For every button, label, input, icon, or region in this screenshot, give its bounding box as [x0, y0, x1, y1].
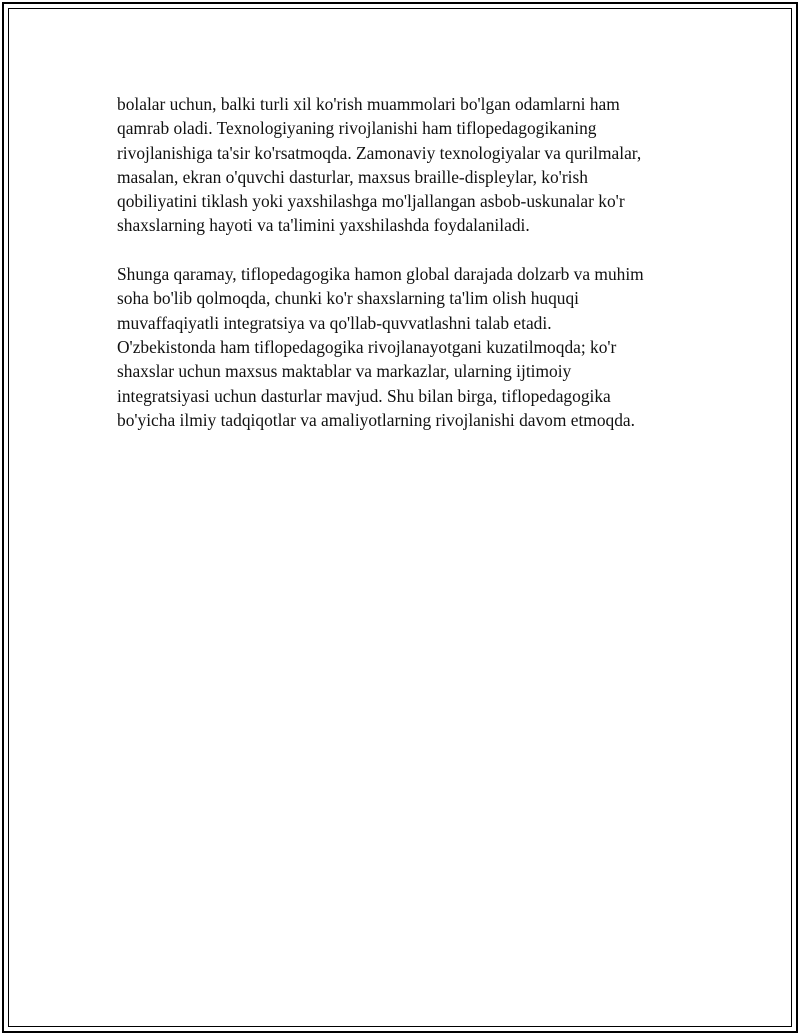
text-line: qamrab oladi. Texnologiyaning rivojlanishi ham tiflopedagogikaning	[117, 118, 597, 139]
text-line: O'zbekistonda ham tiflopedagogika rivojlanayotgani kuzatilmoqda; ko'r	[117, 336, 617, 357]
document-body	[117, 92, 697, 432]
text-line: soha bo'lib qolmoqda, chunki ko'r shaxslarning ta'lim olish huquqi	[117, 288, 579, 309]
paragraph-1	[117, 92, 697, 238]
paragraph-2	[117, 262, 697, 432]
text-line: rivojlanishiga ta'sir ko'rsatmoqda. Zamonaviy texnologiyalar va qurilmalar,	[117, 142, 642, 163]
text-line: muvaffaqiyatli integratsiya va qo'llab-quvvatlashni talab etadi.	[117, 312, 552, 333]
text-line: qobiliyatini tiklash yoki yaxshilashga mo'ljallangan asbob-uskunalar ko'r	[117, 191, 625, 212]
text-line: shaxslar uchun maxsus maktablar va markazlar, ularning ijtimoiy	[117, 361, 572, 382]
text-line: shaxslarning hayoti va ta'limini yaxshilashda foydalaniladi.	[117, 215, 530, 236]
text-line: Shunga qaramay, tiflopedagogika hamon global darajada dolzarb va muhim	[117, 264, 644, 285]
text-line: bolalar uchun, balki turli xil ko'rish muammolari bo'lgan odamlarni ham	[117, 94, 620, 114]
text-line: masalan, ekran o'quvchi dasturlar, maxsus braille-displeylar, ko'rish	[117, 166, 588, 187]
text-line: bo'yicha ilmiy tadqiqotlar va amaliyotlarning rivojlanishi davom etmoqda.	[117, 409, 635, 430]
text-line: integratsiyasi uchun dasturlar mavjud. Shu bilan birga, tiflopedagogika	[117, 385, 611, 406]
